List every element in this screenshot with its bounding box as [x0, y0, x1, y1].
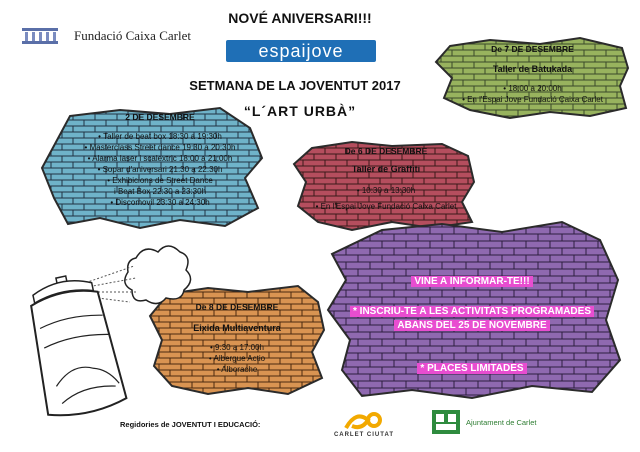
panel-info — [322, 220, 622, 400]
dec2-item: i Beat Box 22:30 a 23:30h — [113, 187, 207, 196]
week-title: SETMANA DE LA JOVENTUT 2017 — [189, 78, 401, 93]
anniversary-swirl-icon — [342, 410, 386, 432]
panel-dec2 — [40, 108, 265, 230]
org-name: Fundació Caixa Carlet — [74, 28, 191, 43]
dec7-title: Taller de Batukada — [492, 64, 573, 74]
info-line-3: ABANS DEL 25 DE NOVEMBRE — [394, 320, 549, 331]
panel-dec6 — [292, 142, 477, 230]
espaijove-logo: espaijove — [226, 40, 376, 62]
dec2-item: • Exhibicions de Street Dance — [70, 175, 250, 186]
coat-of-arms-icon — [432, 410, 460, 434]
info-line-4: * PLACES LIMITADES — [417, 363, 526, 374]
dec7-date: De 7 DE DESEMBRE — [491, 44, 574, 54]
panel-dec7 — [430, 38, 630, 118]
dec2-date: 2 DE DESEMBRE — [125, 112, 195, 122]
spray-can-illustration — [4, 236, 194, 421]
dec8-title: Eixida Multiaventura — [193, 323, 281, 333]
dec6-item: • En l'Espai Jove Fundació Caixa Carlet — [306, 201, 466, 212]
dec8-item: • 9:30 a 17:00h — [162, 342, 312, 353]
dec8-item: • Albergue Actio — [162, 353, 312, 364]
dec6-title: Taller de Graffiti — [351, 164, 421, 174]
ajuntament-logo: Ajuntament de Carlet — [432, 410, 562, 436]
fundacio-logo — [22, 25, 222, 47]
theme-title: “L´ART URBÀ” — [243, 103, 357, 119]
building-icon — [22, 28, 58, 44]
carlet-ciutat-logo: CARLET CIUTAT — [316, 410, 412, 442]
dec7-item: • En l'Espai Jove Fundació Caixa Carlet — [450, 94, 615, 105]
anniversary-title: NOVÉ ANIVERSARI!!! — [228, 10, 372, 26]
dec8-date: De 8 DE DESEMBRE — [195, 302, 279, 312]
dec7-item: • 18:00 a 20:00h — [450, 83, 615, 94]
dec6-date: De 6 DE DESEMBRE — [344, 146, 428, 156]
dec2-item: • Sopar d'aniversari 21:30 a 22:30h — [70, 164, 250, 175]
spray-cloud-icon — [125, 246, 191, 304]
dec2-item: • Taller de beat box 18:30 a 19:30h — [70, 131, 250, 142]
dec6-item: • 10:30 a 13:30h — [306, 185, 466, 196]
info-line-2: * INSCRIU-TE A LES ACTIVITATS PROGRAMADES — [350, 306, 594, 317]
dec2-item: • Masterclass Street dance 19:30 a 20:30h — [70, 142, 250, 153]
dec2-item: • Discomovil 23:30 a 24:30h — [70, 197, 250, 208]
dec2-item: • Alarma laser i scalextric 18:00 a 21:00h — [70, 153, 250, 164]
dec8-item: • Alborache — [162, 364, 312, 375]
regidories-label: Regidories de JOVENTUT I EDUCACIÓ: — [120, 420, 261, 429]
info-line-1: VINE A INFORMAR-TE!!! — [411, 276, 532, 287]
